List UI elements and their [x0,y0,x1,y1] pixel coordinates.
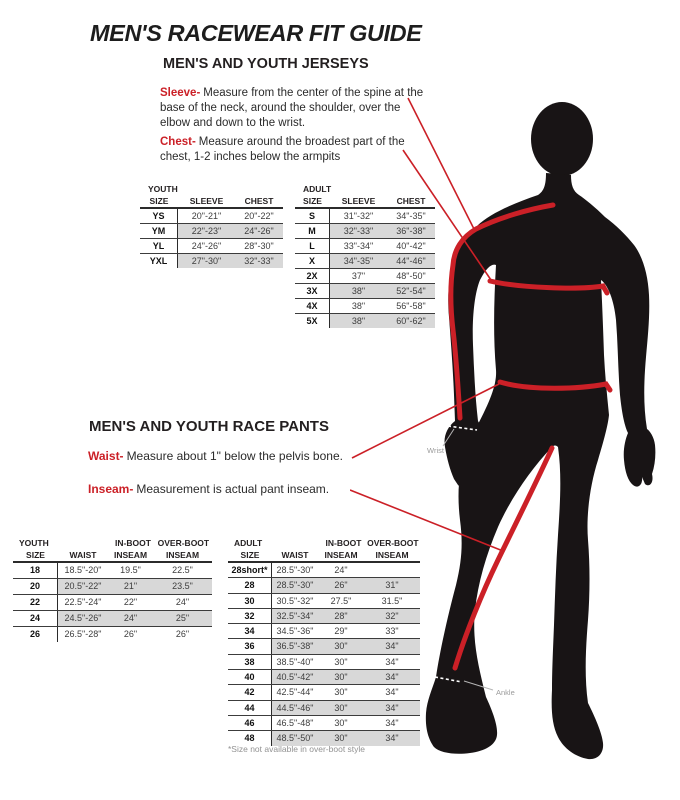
table-cell: 48"-50" [396,271,426,281]
table-header-cell: OVER-BOOT [157,538,210,548]
table-cell: 2X [295,269,330,283]
table-cell: 24 [13,611,58,626]
table-cell: 38 [228,655,272,669]
table-cell: 31" [364,578,420,592]
table-header-cell: INSEAM [324,550,358,560]
table-cell: 27"-30" [178,254,235,268]
inseam-instruction [88,482,329,496]
youth-pants-table [13,537,212,642]
table-cell: 34" [364,701,420,715]
table-cell: 46.5"-48" [276,717,314,728]
table-cell: 48.5"-50" [272,731,318,745]
table-header-cell: INSEAM [375,550,409,560]
silhouette-head [531,102,593,176]
table-row [13,563,212,578]
table-cell: 26" [175,629,190,639]
table-cell: 24" [108,611,153,626]
table-cell: 42 [228,685,272,699]
table-cell: 31.5" [381,595,403,606]
table-cell: 38" [330,284,387,298]
table-cell: 20"-22" [244,211,274,221]
chest-leader-line [403,150,491,280]
table-group-label: ADULT [303,184,332,194]
table-cell: 44 [228,701,272,715]
table-row [140,238,283,253]
table-cell: 32 [228,609,272,623]
table-cell: 22.5"-24" [64,597,102,607]
table-header-cell: CHEST [396,196,426,206]
body-silhouette [426,173,656,759]
table-cell: 30" [334,717,348,728]
table-cell: 22"-23" [178,224,235,238]
table-cell: 34" [364,731,420,745]
table-cell: 25" [153,611,212,626]
waist-instruction [88,449,343,463]
wrist-label: Wrist [427,446,444,455]
table-cell: 34" [364,639,420,653]
table-cell: 5X [295,314,330,328]
table-cell: 18 [13,563,58,578]
table-row [13,626,212,642]
table-cell: 40"-42" [396,241,426,251]
sleeve-text: Measure from the center of the spine at the base of the neck, around the shoulder, over the elbow and down to the wrist. [160,87,424,129]
table-header-cell: ADULT [234,538,263,548]
table-cell: YL [140,239,178,253]
table-cell: 37" [351,271,366,281]
table-cell: 34 [228,624,272,638]
table-header-cell: YOUTH [19,538,49,548]
table-cell: 36.5"-38" [272,639,318,653]
table-cell: 22 [13,595,58,610]
table-cell: 30 [228,594,272,608]
ankle-label: Ankle [496,688,515,697]
table-cell: 18.5"-20" [64,565,102,575]
table-body [13,561,212,642]
table-cell: 4X [295,299,330,313]
table-cell: X [295,254,330,268]
table-cell: 34" [364,670,420,684]
table-cell: 34.5"-36" [276,626,314,637]
table-cell: 26.5"-28" [64,629,102,639]
table-header-cell: SIZE [149,196,169,206]
table-header-cell: SIZE [26,550,45,560]
table-cell: 24" [175,597,190,607]
table-header-cell: OVER-BOOT [367,538,419,548]
table-cell: 24"-26" [191,241,222,251]
table-row [13,578,212,594]
table-cell: 30" [318,701,364,715]
table-header-cell: INSEAM [113,550,148,560]
table-cell: 56"-58" [396,301,426,311]
table-cell: 27.5" [330,595,352,606]
table-header-row [140,195,283,207]
table-cell: M [295,224,330,238]
table-cell: 26 [13,627,58,642]
table-cell: 30" [334,687,348,698]
table-row [13,610,212,626]
table-cell: 52"-54" [387,284,435,298]
table-cell: 38.5"-40" [276,656,314,667]
pants-heading: MEN'S AND YOUTH RACE PANTS [89,418,329,435]
table-cell: 28"-30" [244,241,274,251]
table-cell: 24"-26" [235,224,283,238]
table-cell: YS [140,209,178,223]
table-cell: 44"-46" [387,254,435,268]
table-cell: 34"-35" [330,254,387,268]
table-cell: 32" [364,609,420,623]
table-cell: 23.5" [153,579,212,594]
table-cell: 30" [334,656,348,667]
table-cell: 32.5"-34" [272,609,318,623]
table-cell: 28" [318,609,364,623]
table-cell: L [295,239,330,253]
table-cell: YXL [140,254,178,268]
table-header-cell: INSEAM [165,550,200,560]
table-cell: 30.5"-32" [276,595,314,606]
table-cell: 30" [318,731,364,745]
table-cell: 19.5" [120,565,141,575]
table-header-cell [63,537,112,549]
waist-term: Waist- [88,449,124,463]
waist-text: Measure about 1" below the pelvis bone. [126,449,343,463]
table-cell: 48 [228,731,272,745]
table-cell: 30" [318,670,364,684]
table-cell: 22.5" [172,565,193,575]
table-cell: 28.5"-30" [276,565,314,575]
table-header-cell: SIZE [303,196,322,206]
youth-jersey-table [140,184,283,268]
table-cell: YM [140,224,178,238]
table-header-cell: WAIST [69,550,97,560]
page-title: MEN'S RACEWEAR FIT GUIDE [90,20,422,46]
table-cell: 40.5"-42" [272,670,318,684]
table-cell: 36"-38" [387,224,435,238]
table-header-cell: WAIST [281,550,309,560]
table-cell: 20"-21" [191,211,222,221]
table-header-row-top [13,537,212,549]
table-cell: 26" [123,629,138,639]
table-header-cell: SLEEVE [189,196,224,206]
table-header-cell: IN-BOOT [325,538,362,548]
table-cell: 60"-62" [387,314,435,328]
table-cell: 40 [228,670,272,684]
table-cell: 33" [385,626,399,637]
table-cell: 28.5"-30" [272,578,318,592]
table-cell: 32"-33" [330,224,387,238]
table-header-row-bottom [13,549,212,561]
table-header-cell: IN-BOOT [115,538,151,548]
table-footnote: *Size not available in over-boot style [228,744,366,754]
inseam-text: Measurement is actual pant inseam. [136,482,330,496]
table-cell: 31"-32" [343,211,374,221]
table-cell: 34"-35" [396,211,426,221]
table-header-cell: CHEST [244,196,274,206]
table-cell: 29" [334,626,348,637]
table-row [140,253,283,268]
table-row [13,594,212,610]
table-cell: 32"-33" [235,254,283,268]
sleeve-term: Sleeve- [160,87,201,99]
table-cell: 24" [334,565,348,575]
table-cell: 20 [13,579,58,594]
table-body [140,207,283,268]
table-cell: 34" [385,656,399,667]
table-cell: 46 [228,716,272,730]
table-cell: 42.5"-44" [276,687,314,698]
table-cell: 22" [123,597,138,607]
table-row [140,209,283,223]
table-cell: S [295,209,330,223]
table-cell: 34" [385,687,399,698]
table-cell: 34" [385,717,399,728]
table-cell: 38" [351,301,366,311]
table-cell: 21" [108,579,153,594]
table-cell: 36 [228,639,272,653]
jerseys-heading: MEN'S AND YOUTH JERSEYS [163,56,369,72]
table-group-label: YOUTH [148,184,178,194]
table-cell: 28short* [228,563,272,577]
chest-text: Measure around the broadest part of the chest, 1-2 inches below the armpits [160,136,405,163]
table-cell: 28 [228,578,272,592]
table-cell: 30" [318,639,364,653]
chest-term: Chest- [160,136,196,148]
inseam-term: Inseam- [88,482,134,496]
table-cell: 20.5"-22" [58,579,108,594]
table-cell: 38" [330,314,387,328]
table-header-cell: SIZE [240,550,260,560]
sleeve-leader-line [408,98,475,231]
table-cell: 3X [295,284,330,298]
table-row [140,223,283,238]
table-cell: 24.5"-26" [58,611,108,626]
table-cell: 33"-34" [343,241,374,251]
table-header-cell [277,537,322,549]
table-cell: 26" [318,578,364,592]
table-cell: 44.5"-46" [272,701,318,715]
table-header-cell: SLEEVE [341,196,376,206]
fit-figure [350,85,680,800]
